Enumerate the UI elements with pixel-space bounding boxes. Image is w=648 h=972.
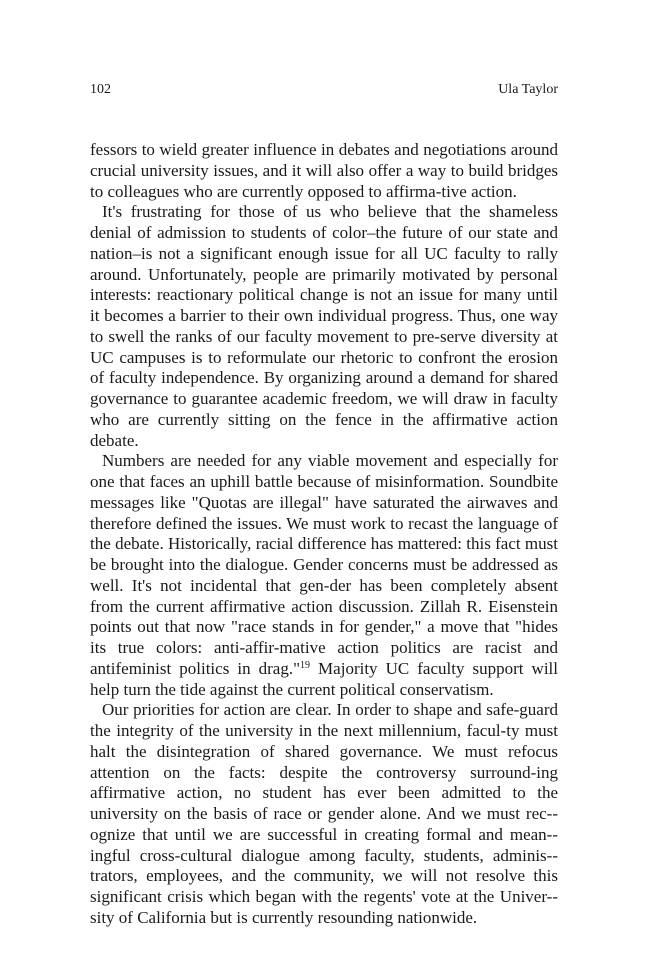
running-head xyxy=(90,80,558,100)
paragraph-priorities: Our priorities for action are clear. In order to shape and safe-guard the integrity of the university in the next millennium, facul-ty must halt the disintegration of shared governance. We must refocus attention on the facts: despite the controversy surround-ing affirmative action, no student has ever been admitted to the university on the basis of race or gender alone. And we must rec-ognize that until we are successful in creating formal and mean-ingful cross-cultural dialogue among faculty, students, adminis-trators, employees, and the community, we will not resolve this significant crisis which began with the regents' vote at the Univer-sity of California but is currently resounding nationwide. xyxy=(90,700,558,927)
paragraph-text-before-note: Numbers are needed for any viable movement and especially for one that faces an uphill battle because of misinformation. Soundbite messages like "Quotas are illegal" have saturated the airwaves and therefore defined the issues. We must work to recast the language of the debate. Historically, racial difference has mattered: this fact must be brought into the dialogue. Gender concerns must be addressed as well. It's not incidental that gen-der has been completely absent from the current affirmative action discussion. Zillah R. Eisenstein points out that now "race stands in for gender," a move that "hides its true colors: anti-affir-mative action politics are racist and antifeminist politics in drag." xyxy=(90,451,558,678)
paragraph-text-after-note: Majority UC faculty support will help turn the tide against the current political conservatism. xyxy=(90,658,558,699)
running-head-author: Ula Taylor xyxy=(498,82,558,97)
body-text xyxy=(90,140,558,929)
footnote-reference: 19 xyxy=(300,659,311,671)
paragraph-language-of-debate xyxy=(90,451,558,700)
page-number: 102 xyxy=(90,82,111,97)
paragraph-faculty-independence: It's frustrating for those of us who believe that the shameless denial of admission to students of color–the future of our state and nation–is not a significant enough issue for all UC faculty to rally around. Unfortunately, people are primarily motivated by personal interests: reactionary political change is not an issue for many until it becomes a barrier to their own individual progress. Thus, one way to swell the ranks of our faculty movement to pre-serve diversity at UC campuses is to reformulate our rhetoric to confront the erosion of faculty independence. By organizing around a demand for shared governance to guarantee academic freedom, we will draw in faculty who are currently sitting on the fence in the affirmative action debate. xyxy=(90,202,558,450)
paragraph-continued: fessors to wield greater influence in debates and negotiations around crucial university issues, and it will also offer a way to build bridges to colleagues who are currently opposed to affirma-tive action. xyxy=(90,140,558,201)
